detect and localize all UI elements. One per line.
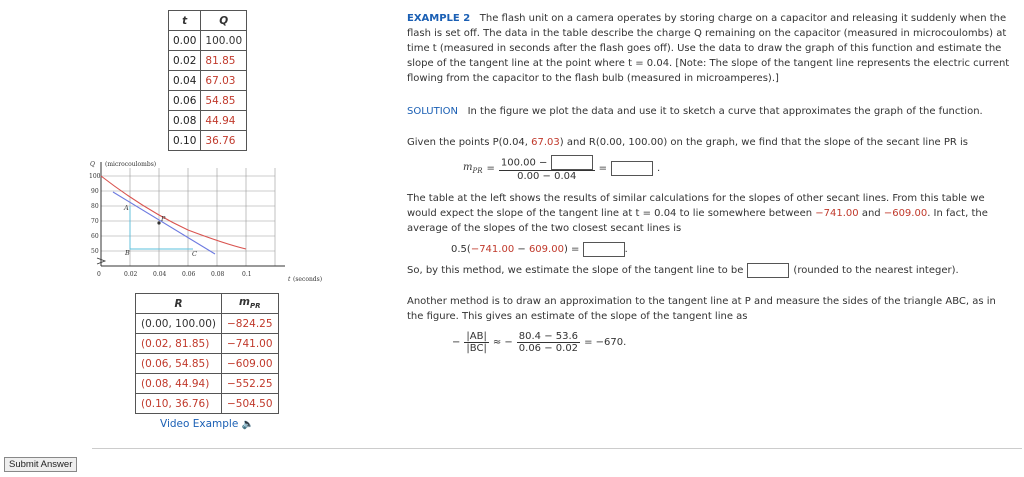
equals-sign: = bbox=[486, 163, 495, 174]
numeric-fraction bbox=[517, 331, 580, 354]
estimate-post: (rounded to the nearest integer). bbox=[793, 265, 959, 276]
y-tick: 50 bbox=[91, 248, 99, 255]
table-row bbox=[136, 334, 279, 354]
y-tick: 60 bbox=[91, 233, 99, 240]
bc-denominator: |BC| bbox=[466, 343, 487, 354]
estimate-line bbox=[407, 263, 959, 278]
submit-answer-button[interactable]: Submit Answer bbox=[4, 457, 77, 472]
cell-t: 0.06 bbox=[169, 91, 201, 111]
col-header-q: Q bbox=[201, 11, 247, 31]
label-p: P bbox=[161, 215, 166, 223]
y-tick: 70 bbox=[91, 218, 99, 225]
cell-q: 44.94 bbox=[201, 111, 247, 131]
cell-t: 0.08 bbox=[169, 111, 201, 131]
ab-numerator: |AB| bbox=[466, 331, 487, 342]
mpr-m: m bbox=[463, 162, 473, 173]
tangent-line bbox=[113, 192, 215, 254]
charge-graph bbox=[85, 158, 335, 286]
solution-text: In the figure we plot the data and use it to sketch a curve that approximates the graph of the function. bbox=[467, 106, 983, 117]
mpr-lhs bbox=[463, 162, 482, 175]
video-example-label[interactable]: Video Example bbox=[160, 418, 239, 430]
m-symbol: m bbox=[239, 296, 250, 309]
cell-r: (0.02, 81.85) bbox=[141, 337, 210, 350]
x-tick: 0.06 bbox=[182, 271, 196, 278]
avg-post: ) = bbox=[563, 244, 580, 255]
average-answer-input[interactable] bbox=[583, 242, 625, 257]
video-example-link[interactable] bbox=[160, 418, 254, 430]
fraction-numerator bbox=[499, 155, 595, 171]
table-row bbox=[136, 314, 279, 334]
given-mid: ) and R(0.00, 100.00) on the graph, we find that the slope of the secant line PR is bbox=[559, 137, 969, 148]
cell-r: (0.08, 44.94) bbox=[141, 377, 210, 390]
data-table-tq bbox=[168, 10, 247, 151]
cell-m: −741.00 bbox=[222, 334, 279, 354]
bound-low: −741.00 bbox=[815, 208, 859, 219]
mpr-sub: PR bbox=[472, 167, 483, 175]
secant-text-pre: The table at the left shows the results of similar calculations for the slopes of other secant lines. From this table we would expect the slope of the tangent line at t = 0.04 to lie somewhere between bbox=[407, 193, 985, 219]
table-row bbox=[136, 374, 279, 394]
label-c: C bbox=[192, 250, 197, 258]
mpr-fraction bbox=[499, 155, 595, 182]
cell-m: −504.50 bbox=[222, 394, 279, 414]
mpr-answer-input[interactable] bbox=[611, 161, 653, 176]
period: . bbox=[657, 163, 661, 174]
cell-m: −552.25 bbox=[222, 374, 279, 394]
divider bbox=[92, 448, 1022, 449]
numerator-answer-input[interactable] bbox=[551, 155, 593, 170]
avg-pre: 0.5( bbox=[451, 244, 471, 255]
solution-paragraph bbox=[407, 104, 1012, 119]
another-method-paragraph bbox=[407, 294, 1012, 324]
mpr-equation bbox=[463, 155, 660, 182]
another-method-text: Another method is to draw an approximation to the tangent line at P and measure the sides of the triangle ABC, as in the figure. This gives an estimate of the slope of the tangent line as bbox=[407, 296, 996, 322]
estimate-answer-input[interactable] bbox=[747, 263, 789, 278]
example-text: The flash unit on a camera operates by storing charge on a capacitor and releasing it suddenly when the flash is set off. The data in the table describe the charge Q remaining on the capacitor (measured in microcoulombs) at time t (measured in seconds after the flash goes off). Use the data to draw the graph of this function and estimate the slope of the tangent line at the point where t = 0.04. [Note: The slope of the tangent line represents the electric current flowing from the capacitor to the flash bulb (measured in microamperes).] bbox=[407, 13, 1010, 84]
table-row bbox=[169, 111, 247, 131]
x-tick: 0.02 bbox=[124, 271, 138, 278]
avg-minus: − bbox=[514, 244, 529, 255]
estimate-pre: So, by this method, we estimate the slope of the tangent line to be bbox=[407, 265, 744, 276]
given-pre: Given the points P(0.04, bbox=[407, 137, 532, 148]
x-tick: 0.04 bbox=[153, 271, 167, 278]
y-axis-unit: (microcoulombs) bbox=[105, 161, 157, 168]
numeric-denominator: 0.06 − 0.02 bbox=[518, 343, 579, 354]
final-equation bbox=[452, 331, 626, 354]
secant-text-post: . In fact, the average of the slopes of the two closest secant lines is bbox=[407, 208, 988, 234]
m-subscript: PR bbox=[249, 302, 261, 311]
speaker-icon: 🔈 bbox=[241, 419, 255, 430]
cell-q: 81.85 bbox=[201, 51, 247, 71]
equals-sign: = bbox=[598, 163, 607, 174]
table-row bbox=[169, 91, 247, 111]
table-row bbox=[169, 131, 247, 151]
y-tick: 80 bbox=[91, 203, 99, 210]
cell-t: 0.00 bbox=[169, 31, 201, 51]
solution-heading: SOLUTION bbox=[407, 106, 459, 117]
cell-m: −609.00 bbox=[222, 354, 279, 374]
col-header-r: R bbox=[136, 294, 222, 314]
ab-bc-fraction bbox=[464, 331, 488, 354]
y-tick: 90 bbox=[91, 188, 99, 195]
p-value: 67.03 bbox=[531, 137, 560, 148]
fraction-denominator: 0.00 − 0.04 bbox=[517, 171, 577, 182]
numeric-numerator: 80.4 − 53.6 bbox=[518, 331, 579, 342]
avg-v1: −741.00 bbox=[470, 244, 515, 255]
data-curve bbox=[101, 176, 246, 249]
x-tick: 0.1 bbox=[242, 271, 252, 278]
cell-r: (0.00, 100.00) bbox=[136, 314, 222, 334]
cell-t: 0.02 bbox=[169, 51, 201, 71]
secant-paragraph bbox=[407, 191, 1012, 236]
label-b: B bbox=[125, 249, 130, 257]
numerator-text: 100.00 − bbox=[500, 157, 548, 169]
y-tick: 100 bbox=[89, 173, 101, 180]
period: . bbox=[624, 244, 628, 255]
x-tick: 0 bbox=[97, 271, 101, 278]
table-row bbox=[169, 51, 247, 71]
cell-r: (0.10, 36.76) bbox=[141, 397, 210, 410]
table-row bbox=[136, 354, 279, 374]
cell-m: −824.25 bbox=[222, 314, 279, 334]
secant-slopes-table bbox=[135, 293, 279, 414]
y-axis-label: Q bbox=[90, 161, 95, 168]
table-row bbox=[136, 394, 279, 414]
approx-sign: ≈ − bbox=[492, 337, 513, 348]
table-row bbox=[169, 71, 247, 91]
avg-v2: 609.00 bbox=[528, 244, 564, 255]
table-row bbox=[169, 31, 247, 51]
cell-q: 54.85 bbox=[201, 91, 247, 111]
average-equation bbox=[451, 242, 628, 257]
col-header-mpr bbox=[222, 294, 279, 314]
example-paragraph bbox=[407, 11, 1012, 86]
neg-sign: − bbox=[452, 337, 461, 348]
col-header-t: t bbox=[169, 11, 201, 31]
label-a: A bbox=[124, 204, 129, 212]
cell-r: (0.06, 54.85) bbox=[141, 357, 210, 370]
x-axis-label: t bbox=[288, 276, 291, 283]
x-axis-unit: (seconds) bbox=[293, 276, 323, 283]
example-heading: EXAMPLE 2 bbox=[407, 13, 471, 24]
cell-q: 100.00 bbox=[201, 31, 247, 51]
x-tick: 0.08 bbox=[211, 271, 225, 278]
given-paragraph bbox=[407, 135, 1012, 150]
bound-high: −609.00 bbox=[883, 208, 928, 219]
cell-q: 67.03 bbox=[201, 71, 247, 91]
and-word: and bbox=[861, 208, 881, 219]
cell-q: 36.76 bbox=[201, 131, 247, 151]
final-result: = −670. bbox=[584, 337, 627, 348]
cell-t: 0.04 bbox=[169, 71, 201, 91]
cell-t: 0.10 bbox=[169, 131, 201, 151]
